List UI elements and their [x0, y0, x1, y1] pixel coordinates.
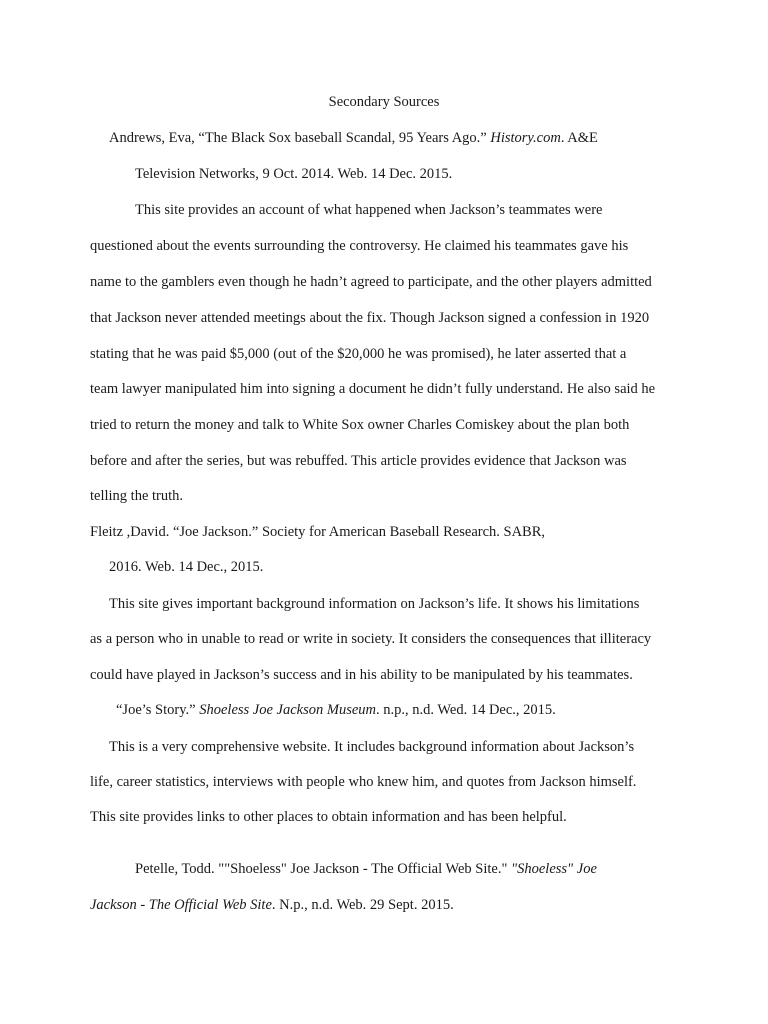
annotation-line: before and after the series, but was rebuffed. This article provides evidence that Jackson was	[90, 453, 627, 469]
citation-source-title: Jackson - The Official Web Site	[90, 897, 272, 913]
citation-andrews-line1	[109, 129, 598, 147]
annotation-line: team lawyer manipulated him into signing a document he didn’t fully understand. He also said he	[90, 381, 656, 397]
citation-text: . n.p., n.d. Wed. 14 Dec., 2015.	[376, 702, 556, 718]
citation-text: . A&E	[560, 130, 598, 146]
page-heading: Secondary Sources	[328, 94, 440, 110]
annotation-line: telling the truth.	[90, 488, 184, 504]
citation-source-title: "Shoeless" Joe	[511, 861, 597, 877]
annotation-line: tried to return the money and talk to White Sox owner Charles Comiskey about the plan both	[90, 417, 630, 433]
annotation-line: questioned about the events surrounding the controversy. He claimed his teammates gave his	[90, 238, 629, 254]
citation-petelle-line1	[135, 860, 597, 878]
citation-joes-story	[116, 701, 556, 719]
citation-fleitz-line1: Fleitz ,David. “Joe Jackson.” Society for American Baseball Research. SABR,	[90, 524, 546, 540]
citation-source-title: History.com	[490, 130, 561, 146]
annotation-line: could have played in Jackson’s success and in his ability to be manipulated by his teammates.	[90, 667, 633, 683]
citation-petelle-line2	[90, 896, 454, 914]
citation-text: Petelle, Todd. ""Shoeless" Joe Jackson - The Official Web Site."	[135, 861, 512, 877]
citation-fleitz-line2: 2016. Web. 14 Dec., 2015.	[109, 559, 264, 575]
citation-text: Andrews, Eva, “The Black Sox baseball Scandal, 95 Years Ago.”	[109, 130, 491, 146]
annotation-line: that Jackson never attended meetings about the fix. Though Jackson signed a confession in 1920	[90, 310, 650, 326]
annotation-line: This site provides links to other places to obtain information and has been helpful.	[90, 809, 567, 825]
annotation-line: life, career statistics, interviews with people who knew him, and quotes from Jackson himself.	[90, 774, 637, 790]
annotation-line: This is a very comprehensive website. It includes background information about Jackson’s	[109, 739, 635, 755]
citation-andrews-line2: Television Networks, 9 Oct. 2014. Web. 14 Dec. 2015.	[135, 166, 453, 182]
annotation-line: stating that he was paid $5,000 (out of the $20,000 he was promised), he later asserted that a	[90, 346, 627, 362]
citation-text: . N.p., n.d. Web. 29 Sept. 2015.	[271, 897, 454, 913]
annotation-line: This site gives important background information on Jackson’s life. It shows his limitations	[109, 596, 640, 612]
citation-text: “Joe’s Story.”	[116, 702, 200, 718]
citation-source-title: Shoeless Joe Jackson Museum	[199, 702, 376, 718]
annotation-line: name to the gamblers even though he hadn’t agreed to participate, and the other players admitted	[90, 274, 652, 290]
annotation-line: This site provides an account of what happened when Jackson’s teammates were	[135, 202, 603, 218]
annotation-line: as a person who in unable to read or write in society. It considers the consequences that illiteracy	[90, 631, 652, 647]
